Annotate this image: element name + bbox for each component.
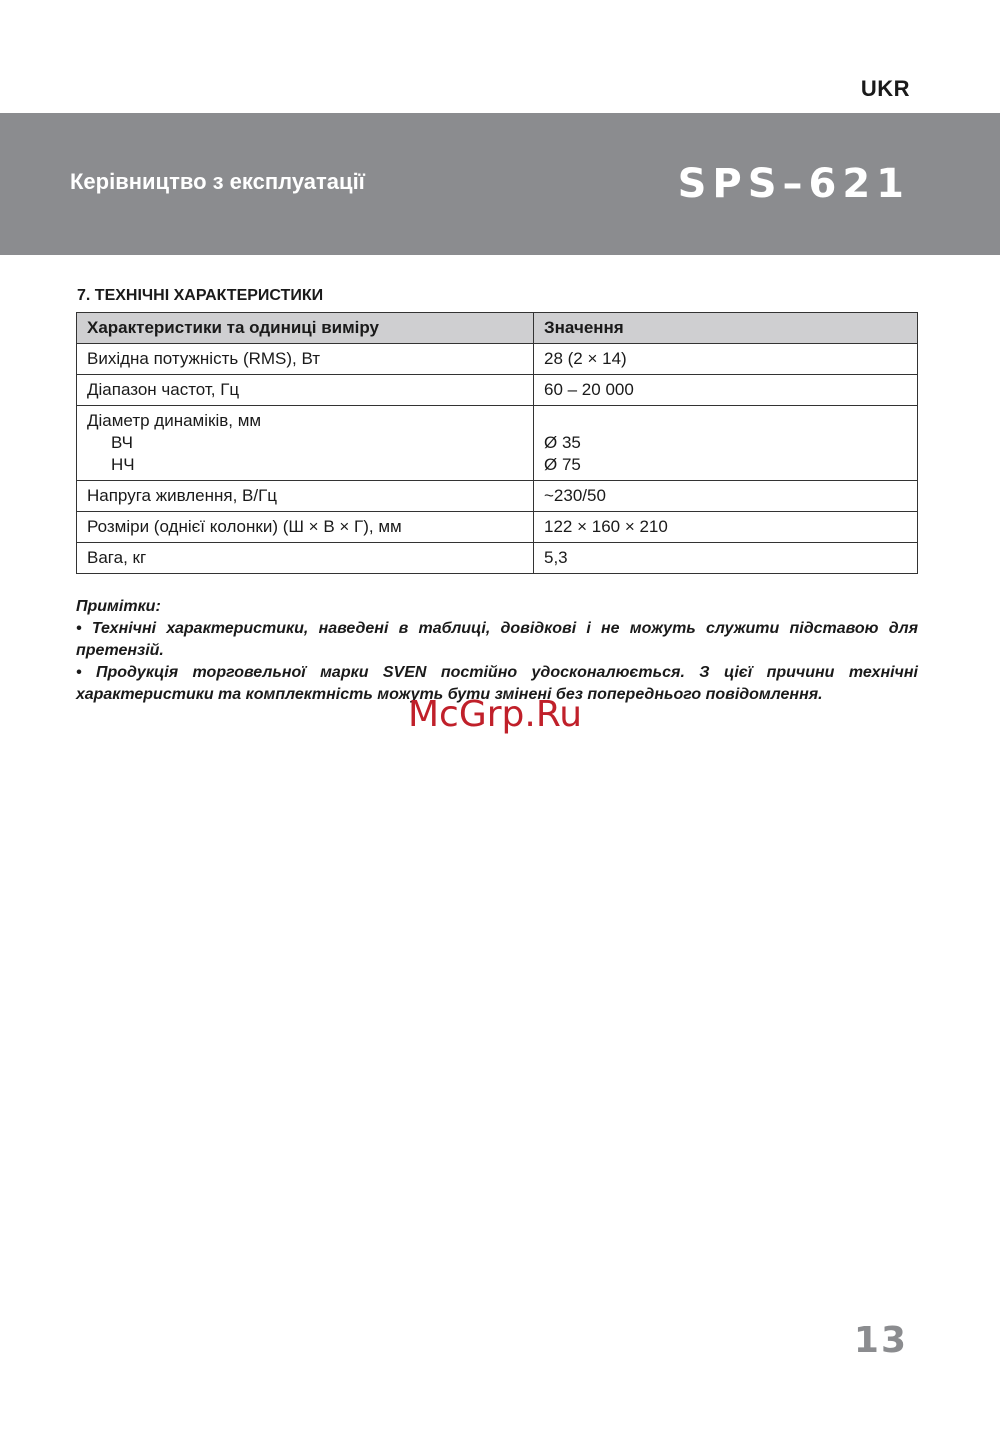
tweeter-label: ВЧ [111, 433, 133, 452]
table-row [77, 344, 918, 375]
page-number: 13 [853, 1320, 908, 1361]
section-title: 7. ТЕХНІЧНІ ХАРАКТЕРИСТИКИ [77, 287, 324, 304]
row-label: Розміри (однієї колонки) (Ш × В × Г), мм [77, 512, 534, 543]
row-label: Вихідна потужність (RMS), Вт [77, 344, 534, 375]
table-row [77, 406, 918, 481]
row-value: 5,3 [534, 543, 918, 574]
row-label: Діапазон частот, Гц [77, 375, 534, 406]
row-value: ~230/50 [534, 481, 918, 512]
header-characteristic: Характеристики та одиниці виміру [77, 313, 534, 344]
table-row [77, 481, 918, 512]
spec-table [76, 312, 918, 574]
row-label [77, 406, 534, 481]
woofer-value: Ø 75 [544, 455, 581, 474]
table-row [77, 375, 918, 406]
header-banner [0, 113, 1000, 255]
speaker-diameter-value [544, 410, 907, 432]
table-header-row [77, 313, 918, 344]
header-value: Значення [534, 313, 918, 344]
language-code: UKR [860, 76, 910, 101]
row-value: 60 – 20 000 [534, 375, 918, 406]
notes-heading: Примітки: [76, 598, 161, 615]
woofer-label: НЧ [111, 455, 135, 474]
watermark: McGrp.Ru [408, 694, 583, 735]
row-value: 28 (2 × 14) [534, 344, 918, 375]
notes-block [76, 596, 918, 706]
row-label: Вага, кг [77, 543, 534, 574]
note-item: • Технічні характеристики, наведені в таблиці, довідкові і не можуть служити підставою для претензій. [76, 620, 918, 659]
row-value: 122 × 160 × 210 [534, 512, 918, 543]
table-row [77, 512, 918, 543]
tweeter-value: Ø 35 [544, 433, 581, 452]
note-item: • Продукція торговельної марки SVEN постійно удосконалюється. З цієї причини технічні характеристики та комплектність можуть бути змінені без попереднього повідомлення. [76, 664, 918, 703]
speaker-diameter-label: Діаметр динаміків, мм [87, 411, 262, 430]
model-name: SPS–621 [677, 161, 910, 207]
table-row [77, 543, 918, 574]
row-label: Напруга живлення, В/Гц [77, 481, 534, 512]
manual-title: Керівництво з експлуатації [70, 169, 365, 194]
row-value [534, 406, 918, 481]
